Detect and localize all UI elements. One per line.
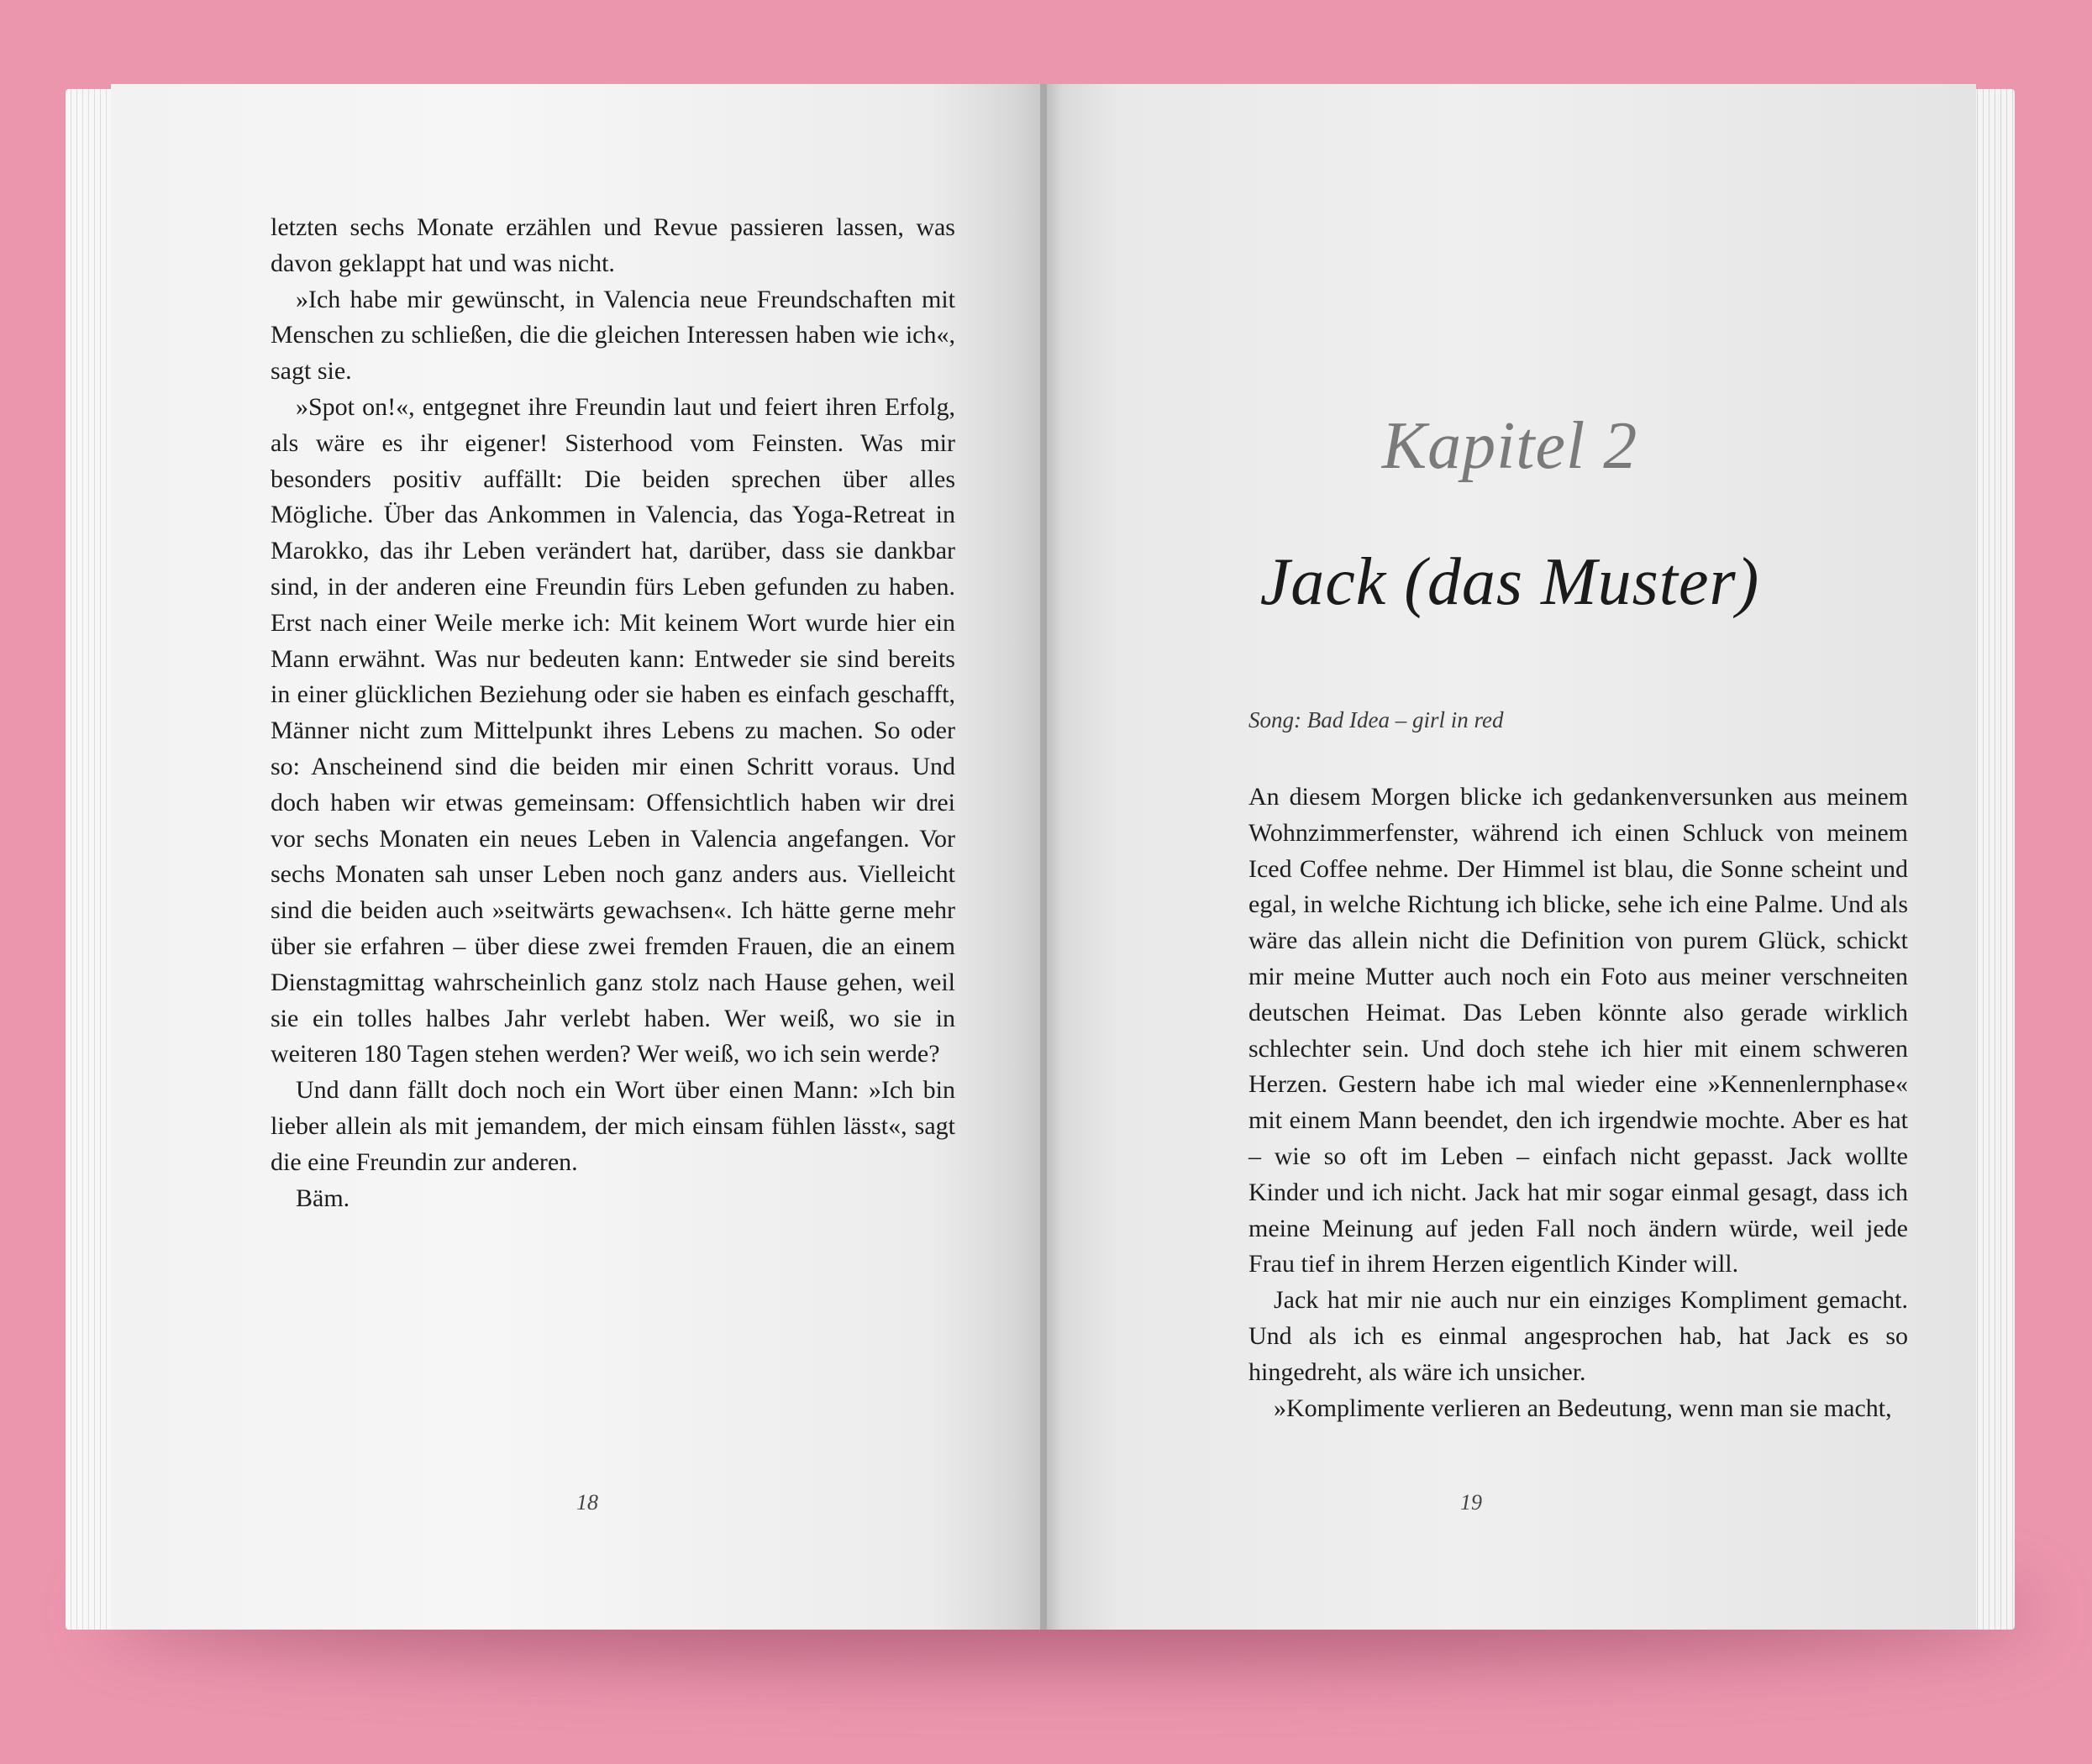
chapter-title: Jack (das Muster)	[1259, 545, 1760, 619]
paragraph: »Spot on!«, entgegnet ihre Freundin laut und feiert ihren Erfolg, als wäre es ihr eigener! Sisterhood vom Feinsten. Was mir besonders positiv auffällt: Die beiden sprechen über alles Mögliche. Über das Ankommen in Valencia, das Yoga-Retreat in Marokko, das ihr Leben verändert hat, darüber, dass sie dankbar sind, in der anderen eine Freundin fürs Leben gefunden zu haben. Erst nach einer Weile merke ich: Mit keinem Wort wurde hier ein Mann erwähnt. Was nur bedeuten kann: Entweder sie sind bereits in einer glücklichen Beziehung oder sie haben es einfach geschafft, Männer nicht zum Mittelpunkt ihres Lebens zu machen. So oder so: Anscheinend sind die beiden mir einen Schritt voraus. Und doch haben wir etwas gemeinsam: Offensichtlich haben wir drei vor sechs Monaten ein neues Leben in Valencia angefangen. Vor sechs Monaten sah unser Leben noch ganz anders aus. Vielleicht sind die beiden auch »seitwärts gewachsen«. Ich hätte gerne mehr über sie erfahren – über diese zwei fremden Frauen, die an einem Dienstagmittag wahrscheinlich ganz stolz nach Hause gehen, weil sie ein tolles halbes Jahr verlebt haben. Wer weiß, wo sie in weiteren 180 Tagen stehen werden? Wer weiß, wo ich sein werde?	[271, 392, 955, 1068]
book-gutter	[1040, 84, 1047, 1630]
paragraph: Bäm.	[296, 1184, 350, 1212]
paragraph: letzten sechs Monate erzählen und Revue passieren lassen, was davon geklappt hat und was nicht.	[271, 213, 955, 277]
paragraph: Und dann fällt doch noch ein Wort über einen Mann: »Ich bin lieber allein als mit jemandem, der mich einsam fühlen lässt«, sagt die eine Freundin zur anderen.	[271, 1076, 955, 1176]
page-edges-left	[66, 89, 116, 1630]
left-page-body	[271, 210, 955, 1216]
paragraph: »Komplimente verlieren an Bedeutung, wenn man sie macht,	[1274, 1394, 1892, 1422]
chapter-label: Kapitel 2	[1381, 409, 1638, 483]
song-epigraph: Song: Bad Idea – girl in red	[1248, 707, 1504, 732]
left-page-number: 18	[576, 1490, 598, 1515]
paragraph: An diesem Morgen blicke ich gedankenversunken aus meinem Wohnzimmerfenster, während ich einen Schluck von meinem Iced Coffee nehme. Der Himmel ist blau, die Sonne scheint und egal, in welche Richtung ich blicke, sehe ich eine Palme. Und als wäre das allein nicht die Definition von purem Glück, schickt mir meine Mutter auch noch ein Foto aus meiner verschneiten deutschen Heimat. Das Leben könnte also gerade wirklich schlechter sein. Und doch stehe ich hier mit einem schweren Herzen. Gestern habe ich mal wieder eine »Kennenlernphase« mit einem Mann beendet, den ich irgendwie mochte. Aber es hat – wie so oft im Leben – einfach nicht gepasst. Jack wollte Kinder und ich nicht. Jack hat mir sogar einmal gesagt, dass ich meine Meinung auf jeden Fall noch ändern würde, weil jede Frau tief in ihrem Herzen eigentlich Kinder will.	[1248, 783, 1908, 1278]
paragraph: Jack hat mir nie auch nur ein einziges Kompliment gemacht. Und als ich es einmal angesprochen hab, hat Jack es so hingedreht, als wäre ich unsicher.	[1248, 1286, 1908, 1386]
right-page	[1043, 84, 1976, 1630]
right-page-number: 19	[1460, 1490, 1482, 1515]
paragraph: »Ich habe mir gewünscht, in Valencia neue Freundschaften mit Menschen zu schließen, die die gleichen Interessen haben wie ich«, sagt sie.	[271, 285, 955, 386]
open-book	[66, 84, 2015, 1630]
right-page-body	[1248, 780, 1908, 1426]
left-page	[111, 84, 1043, 1630]
